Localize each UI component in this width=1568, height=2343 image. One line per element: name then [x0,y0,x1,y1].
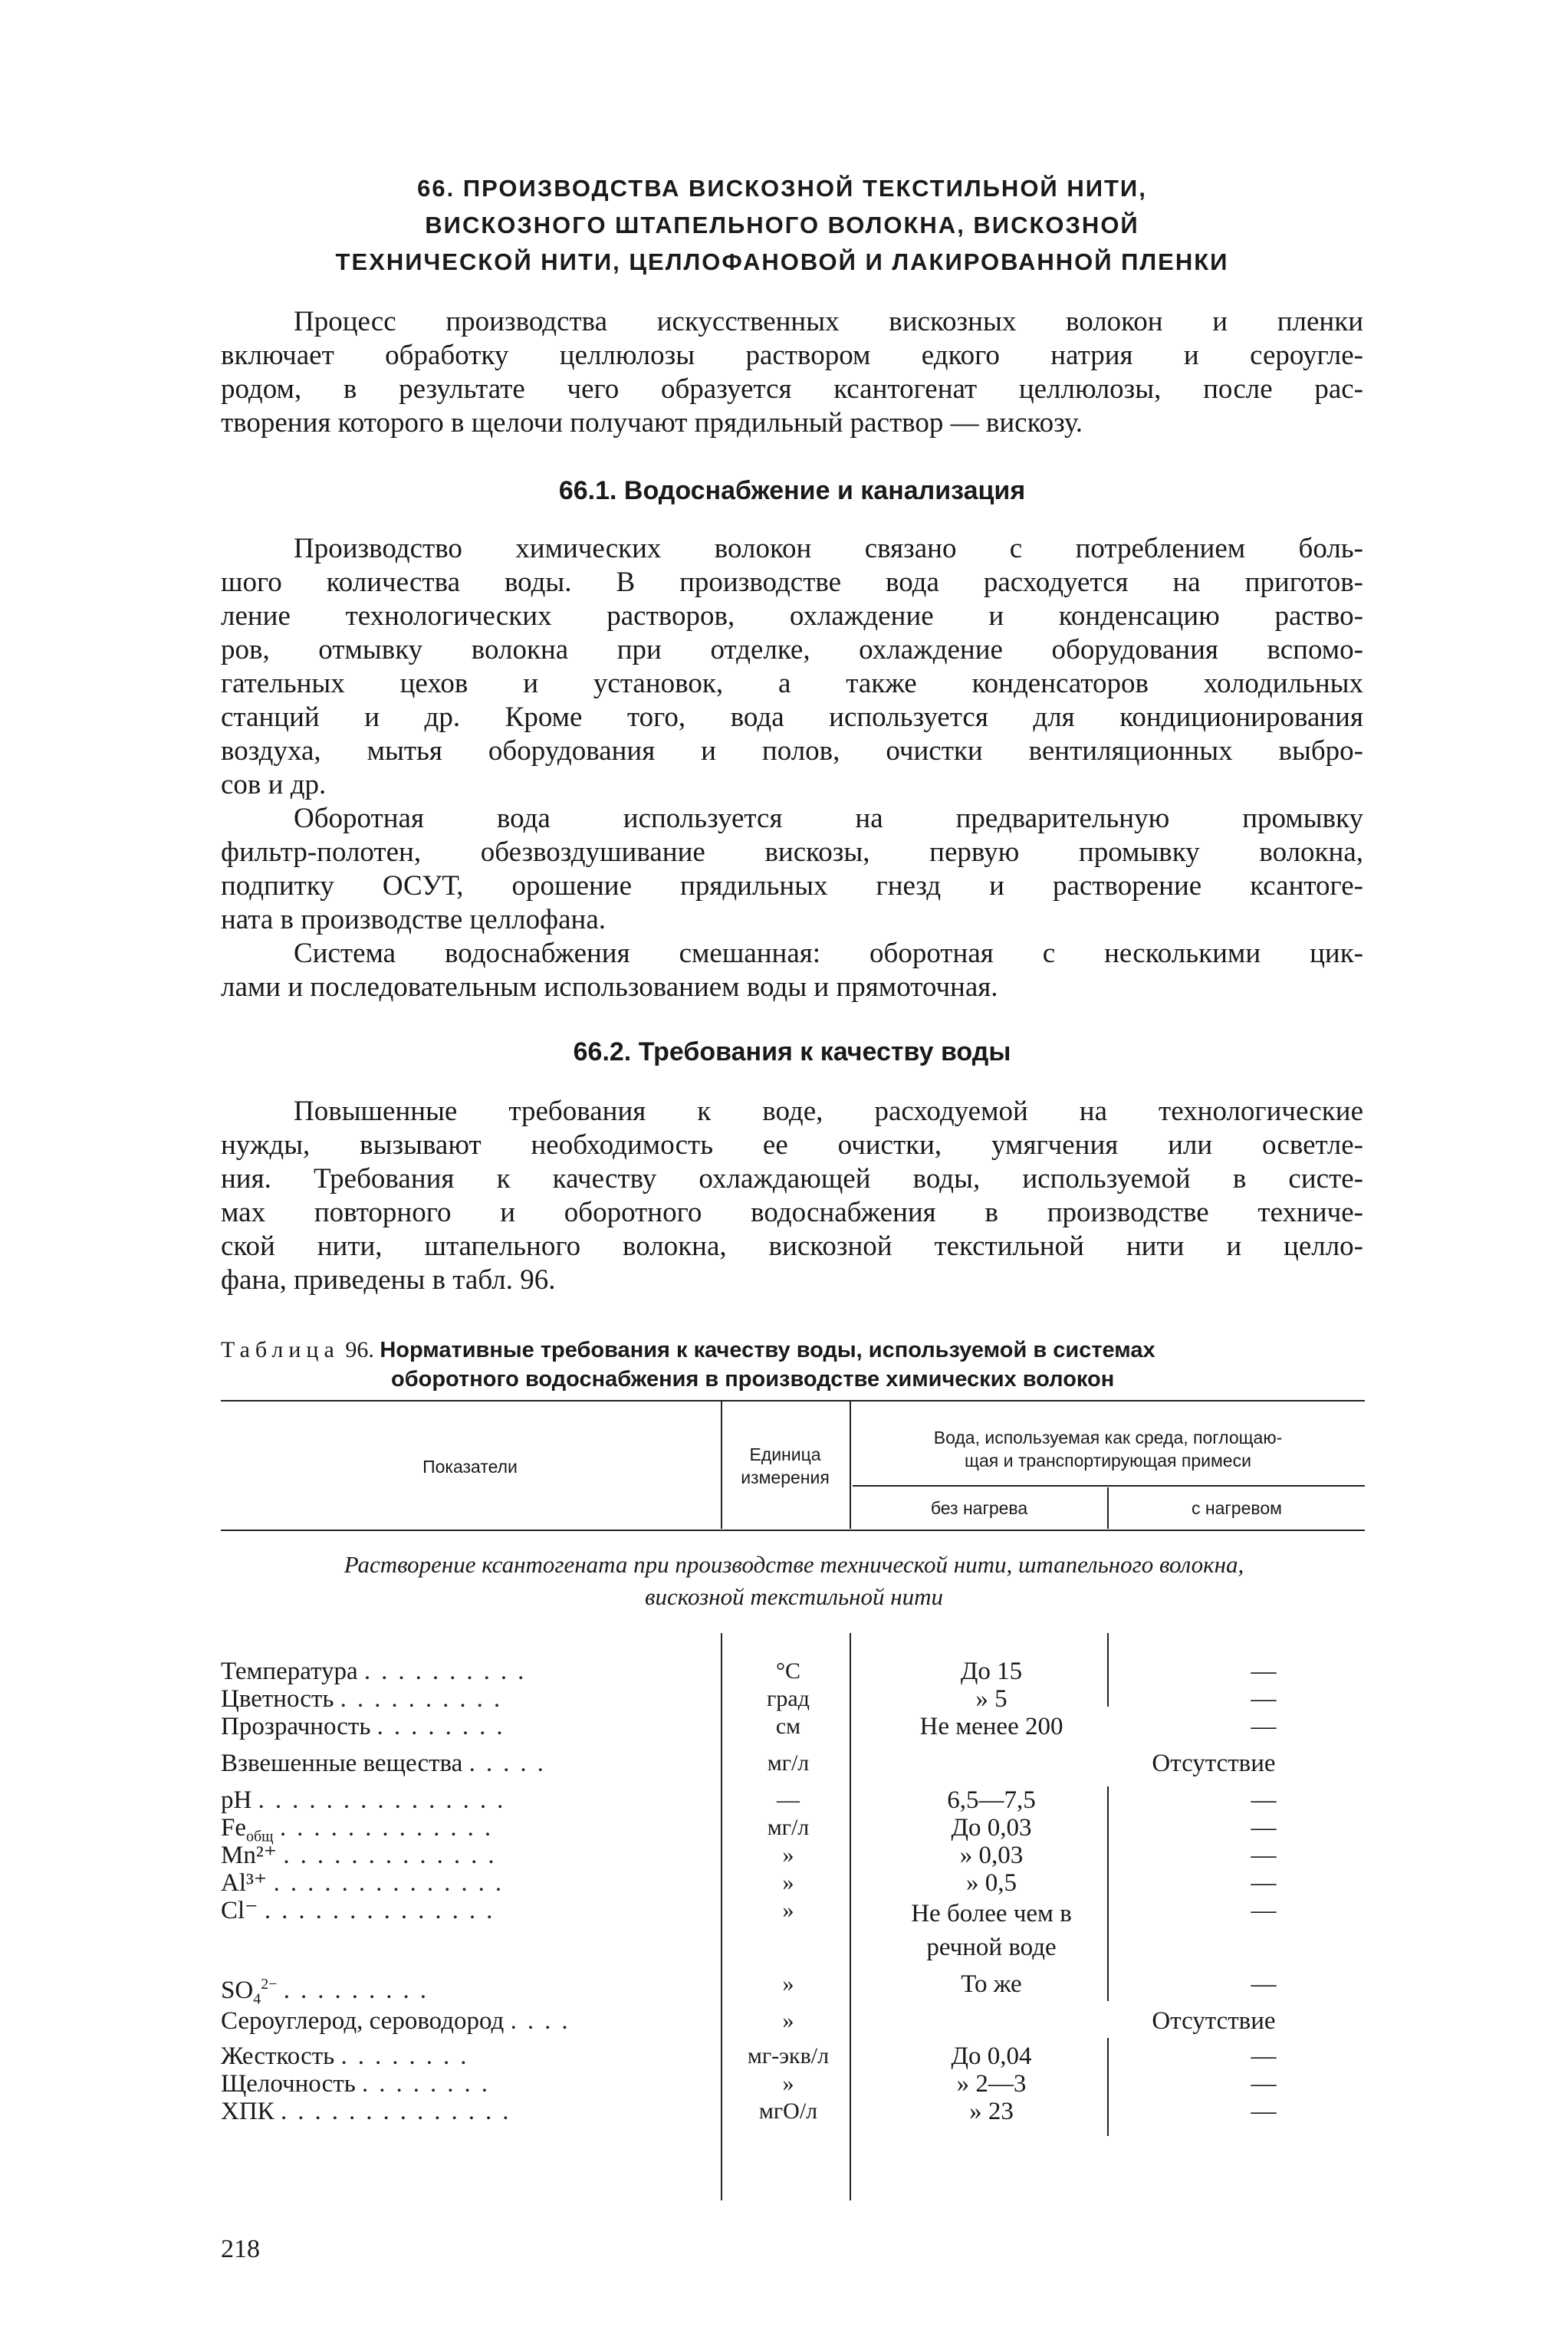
row-name: $SO_4^{2-}$ ......... [221,1976,437,2008]
table-row [221,1658,1371,1685]
para-line: Оборотная вода используется на предварительную промывку [294,803,1363,834]
table-caption-label: Таблица [221,1337,340,1362]
table-caption-title-2: оборотного водоснабжения в производстве химических волокон [391,1367,1115,1392]
header-water [851,1426,1365,1472]
row-name: ХПК .............. [221,2098,520,2125]
row-with-heat: — [1251,1869,1277,1897]
row-no-heat: То же [961,1970,1022,1998]
row-span-value: Отсутствие [1152,1750,1276,1777]
para-line: сов и др. [221,769,327,800]
table-header-mid-rule [853,1485,1365,1487]
row-with-heat: — [1251,1658,1277,1685]
row-with-heat: — [1251,2042,1277,2070]
row-unit: мг/л [767,1750,810,1776]
row-unit: мгО/л [758,2098,818,2124]
row-no-heat: » 2—3 [956,2070,1027,2098]
para-line: шого количества воды. В производстве вода расходуется на приготов- [221,567,1363,598]
row-name: pH ............... [221,1786,514,1814]
row-with-heat: — [1251,1814,1277,1842]
para-line: ской нити, штапельного волокна, вискозной текстильной нити и целло- [221,1231,1363,1262]
intro-line: творения которого в щелочи получают прядильный раствор — вискозу. [221,407,1083,439]
para-line: Повышенные требования к воде, расходуемой на технологические [294,1096,1363,1127]
para-line: воздуха, мытья оборудования и полов, очистки вентиляционных выбро- [221,735,1363,767]
table-row [221,1970,1371,2008]
row-unit: » [782,1870,794,1895]
header-indicator: Показатели [422,1457,518,1477]
table-row [221,2042,1371,2070]
header-no-heat: без нагрева [930,1498,1028,1518]
row-name: Жесткость ........ [221,2042,478,2070]
section-title-66-2: 66.2. Требования к качеству воды [573,1037,1011,1066]
table-row [221,1750,1371,1777]
header-water-line-2: щая и транспортирующая примеси [965,1451,1251,1471]
row-name: Mn²⁺ ............. [221,1842,505,1869]
intro-paragraph [221,305,1363,440]
row-no-heat-line-1: Не более чем в [911,1900,1072,1927]
header-unit-line-1: Единица [749,1444,821,1464]
table-row [221,1685,1371,1713]
para-line: гательных цехов и установок, а также конденсаторов холодильных [221,668,1363,699]
intro-line: включает обработку целлюлозы раствором едкого натрия и сероугле- [221,340,1363,371]
row-no-heat: До 0,04 [951,2042,1032,2070]
intro-line: родом, в результате чего образуется ксантогенат целлюлозы, после рас- [221,373,1363,405]
table-row [221,1842,1371,1869]
table-section-line-1: Растворение ксантогената при производстве технической нити, штапельного волокна, [344,1551,1244,1578]
para-line: станций и др. Кроме того, вода используется для кондиционирования [221,702,1363,733]
row-name: Взвешенные вещества ..... [221,1750,554,1777]
para-line: ната в производстве целлофана. [221,904,606,935]
para-line: нужды, вызывают необходимость ее очистки, умягчения или осветле- [221,1129,1363,1161]
row-with-heat: — [1251,1786,1277,1814]
table-row [221,2007,1371,2035]
para-line: Производство химических волокон связано с потреблением боль- [294,533,1363,564]
row-span-value: Отсутствие [1152,2007,1276,2035]
row-unit: » [782,2071,794,2096]
row-name: Прозрачность ........ [221,1713,514,1740]
row-no-heat [876,1897,1106,1964]
row-with-heat: — [1251,2098,1277,2125]
row-with-heat: — [1251,1713,1277,1740]
para-line: лами и последовательным использованием воды и прямоточная. [221,971,998,1003]
row-name: Al³⁺ .............. [221,1869,513,1897]
row-unit: °C [775,1658,800,1684]
row-with-heat: — [1251,1842,1277,1869]
row-no-heat: » 0,5 [966,1869,1017,1897]
table-row [221,1713,1371,1740]
row-with-heat: — [1251,1897,1277,1924]
para-line: Система водоснабжения смешанная: оборотная с несколькими цик- [294,938,1363,969]
table-header-bottom-rule [221,1530,1365,1531]
para-line: ния. Требования к качеству охлаждающей воды, используемой в систе- [221,1163,1363,1195]
heading-line-2: ВИСКОЗНОГО ШТАПЕЛЬНОГО ВОЛОКНА, ВИСКОЗНОЙ [425,212,1139,238]
row-unit: см [775,1714,801,1739]
row-unit: — [777,1787,800,1812]
row-no-heat: » 5 [975,1685,1008,1713]
row-with-heat: — [1251,2070,1277,2098]
chapter-heading [153,170,1411,281]
header-unit [722,1443,848,1489]
row-no-heat: » 0,03 [959,1842,1024,1869]
row-no-heat: До 15 [960,1658,1023,1685]
table-top-rule [221,1400,1365,1402]
para-line: фильтр-полотен, обезвоздушивание вискозы, первую промывку волокна, [221,836,1363,868]
table-row [221,1814,1371,1845]
section-title-66-1: 66.1. Водоснабжение и канализация [558,476,1026,505]
table-section-title [221,1549,1367,1613]
row-with-heat: — [1251,1685,1277,1713]
row-name: Щелочность ........ [221,2070,498,2098]
row-no-heat: 6,5—7,5 [947,1786,1036,1814]
row-with-heat: — [1251,1970,1277,1998]
row-unit: мг-экв/л [747,2043,830,2069]
section1-paragraph-3 [221,937,1363,1004]
row-name: $Fe_{общ}$ ............. [221,1814,502,1845]
para-line: ров, отмывку волокна при отделке, охлаждение оборудования вспомо- [221,634,1363,665]
row-no-heat-line-2: речной воде [926,1934,1057,1961]
row-unit: » [782,1971,794,1996]
row-unit: град [767,1686,810,1711]
header-with-heat: с нагревом [1192,1498,1282,1518]
table-row [221,1869,1371,1897]
section2-paragraph-1 [221,1095,1363,1297]
row-name: Цветность .......... [221,1685,511,1713]
table-row [221,1897,1371,1966]
intro-line: Процесс производства искусственных вискозных волокон и пленки [294,306,1363,337]
row-name: Температура .......... [221,1658,535,1685]
row-unit: » [782,2008,794,2033]
row-unit: » [782,1842,794,1868]
section1-paragraph-1 [221,532,1363,802]
table-row [221,1786,1371,1814]
row-no-heat: » 23 [969,2098,1014,2125]
table-row [221,2098,1371,2125]
row-no-heat: До 0,03 [951,1814,1032,1842]
table-caption-title-1: Нормативные требования к качеству воды, используемой в системах [380,1338,1155,1362]
para-line: ление технологических растворов, охлаждение и конденсацию раство- [221,600,1363,632]
para-line: подпитку ОСУТ, орошение прядильных гнезд и растворение ксантоге- [221,870,1363,902]
table-row [221,2070,1371,2098]
row-name: Cl⁻ .............. [221,1897,504,1924]
para-line: мах повторного и оборотного водоснабжения в производстве техниче- [221,1197,1363,1228]
row-no-heat: Не менее 200 [919,1713,1063,1740]
para-line: фана, приведены в табл. 96. [221,1264,556,1296]
page-number: 218 [221,2235,260,2263]
heading-line-3: ТЕХНИЧЕСКОЙ НИТИ, ЦЕЛЛОФАНОВОЙ И ЛАКИРОВАННОЙ ПЛЕНКИ [335,248,1229,275]
section1-paragraph-2 [221,802,1363,937]
row-unit: » [782,1898,794,1923]
table-caption-number: 96. [345,1337,374,1362]
heading-line-1: 66. ПРОИЗВОДСТВА ВИСКОЗНОЙ ТЕКСТИЛЬНОЙ НИТИ, [417,175,1147,202]
table-section-line-2: вискозной текстильной нити [645,1583,943,1610]
row-name: Сероуглерод, сероводород .... [221,2007,579,2035]
header-water-line-1: Вода, используемая как среда, поглощаю- [933,1428,1283,1448]
table-caption [221,1336,1371,1394]
row-unit: мг/л [767,1815,810,1840]
header-unit-line-2: измерения [741,1467,830,1487]
